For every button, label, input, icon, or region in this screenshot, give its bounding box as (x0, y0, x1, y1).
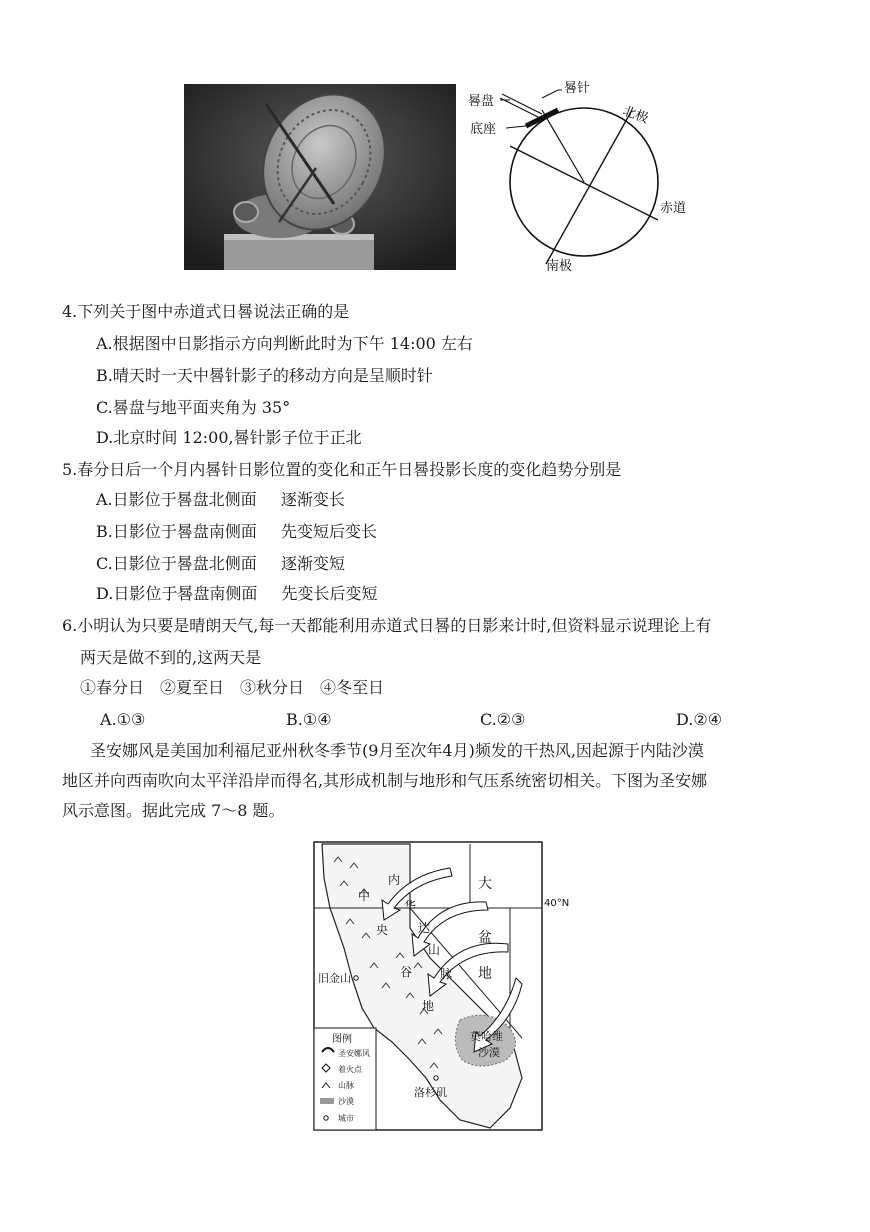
label-equator: 赤道 (660, 201, 687, 216)
santa-ana-map (310, 838, 570, 1138)
label-valley-4: 地 (422, 999, 435, 1013)
label-north-pole: 北极 (620, 103, 651, 127)
label-base: 底座 (470, 122, 497, 137)
q4-option-b[interactable]: B.晴天时一天中晷针影子的移动方向是呈顺时针 (96, 366, 433, 385)
q4-stem: 4.下列关于图中赤道式日晷说法正确的是 (62, 302, 350, 321)
q5-option-b-part2: 先变短后变长 (281, 522, 378, 541)
passage-line1: 圣安娜风是美国加利福尼亚州秋冬季节(9月至次年4月)频发的干热风,因起源于内陆沙漠 (90, 741, 704, 760)
label-valley-2: 央 (376, 923, 389, 937)
q6-option-a[interactable]: A.①③ (100, 710, 146, 729)
q6-option-b[interactable]: B.①④ (286, 710, 332, 729)
q5-option-a-part1: A.日影位于晷盘北侧面 (96, 490, 257, 509)
label-sierra-1: 内 (388, 873, 401, 887)
q5-option-c-part1: C.日影位于晷盘北侧面 (96, 554, 257, 573)
earth-axis (546, 110, 632, 264)
q5-option-d-part2: 先变长后变短 (281, 584, 378, 603)
passage-line2: 地区并向西南吹向太平洋沿岸而得名,其形成机制与地形和气压系统密切相关。下图为圣安娜 (62, 771, 708, 790)
equator-line (510, 146, 658, 220)
legend-wind: 圣安娜风 (338, 1049, 370, 1058)
passage (62, 736, 822, 826)
q5-option-d[interactable] (96, 584, 378, 604)
q6-items: ①春分日 ②夏至日 ③秋分日 ④冬至日 (80, 678, 385, 697)
legend-desert: 沙漠 (338, 1097, 354, 1106)
legend-mountain: 山脉 (338, 1081, 354, 1090)
label-mojave-2: 沙漠 (478, 1046, 500, 1059)
q4-option-a[interactable]: A.根据图中日影指示方向判断此时为下午 14:00 左右 (96, 334, 473, 353)
q5-option-b[interactable] (96, 522, 377, 542)
q5-option-a[interactable] (96, 490, 345, 510)
label-mojave-1: 莫哈维 (470, 1030, 503, 1043)
legend-fire: 着火点 (338, 1065, 362, 1074)
q5-option-c-part2: 逐渐变短 (280, 554, 345, 573)
legend-title: 图例 (332, 1034, 352, 1045)
label-lat: 40°N (544, 898, 570, 909)
label-gnomon: 晷针 (564, 81, 591, 96)
q5-option-c[interactable] (96, 554, 345, 574)
label-sierra-5: 脉 (440, 967, 453, 981)
q6-stem-line2: 两天是做不到的,这两天是 (80, 648, 262, 667)
gnomon-bar (526, 110, 558, 126)
label-basin-3: 地 (478, 966, 492, 982)
q4-option-c[interactable]: C.晷盘与地平面夹角为 35° (96, 398, 291, 417)
label-sf: 旧金山 (318, 972, 351, 985)
q6-option-c[interactable]: C.②③ (480, 710, 526, 729)
q4-option-d[interactable]: D.北京时间 12:00,晷针影子位于正北 (96, 428, 362, 447)
label-la: 洛杉矶 (414, 1086, 447, 1099)
label-south-pole: 南极 (546, 259, 573, 274)
passage-line3: 风示意图。据此完成 7～8 题。 (62, 801, 285, 820)
q6-stem-line1: 6.小明认为只要是晴朗天气,每一天都能利用赤道式日晷的日影来计时,但资料显示说理论上有 (62, 616, 712, 635)
q5-option-d-part1: D.日影位于晷盘南侧面 (96, 584, 258, 603)
sundial-diagram (462, 74, 702, 274)
label-sierra-4: 山 (428, 943, 441, 957)
q5-option-b-part1: B.日影位于晷盘南侧面 (96, 522, 257, 541)
q6-option-d[interactable]: D.②④ (676, 710, 723, 729)
label-sierra-3: 达 (418, 921, 431, 935)
label-valley-1: 中 (358, 889, 371, 903)
label-dial: 晷盘 (468, 94, 495, 109)
label-valley-3: 谷 (400, 965, 413, 979)
sundial-photo (184, 84, 456, 270)
q5-option-a-part2: 逐渐变长 (280, 490, 345, 509)
q5-stem: 5.春分日后一个月内晷针日影位置的变化和正午日晷投影长度的变化趋势分别是 (62, 460, 622, 479)
label-basin-2: 盆 (478, 930, 492, 946)
label-sierra-2: 华 (404, 899, 417, 913)
legend-city: 城市 (338, 1114, 354, 1123)
label-basin-1: 大 (478, 876, 492, 892)
